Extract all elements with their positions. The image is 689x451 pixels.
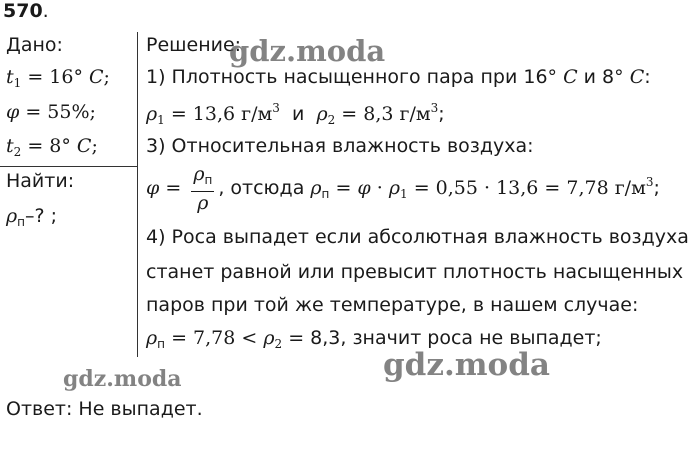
solution-formula: φ = $\frac{\rho_п}{\rho}$ , отсюда $\rho_п = \varphi \cdot \rho_1 = 0,55 \cdot 13,6 = 7,78$ $г/м^3$; [146,163,660,214]
fraction: $\frac{\rho_п}{\rho}$ [193,163,213,214]
horizontal-divider [0,166,137,167]
watermark: gdz.moda [63,366,182,392]
vertical-divider [137,32,138,357]
find-label: Найти: [6,170,75,192]
given-t1: $t_1 = 16^\circ$ C; [6,66,110,90]
find-value: $\rho_п-$? ; [6,205,58,229]
solution-label: Решение: [146,34,242,56]
given-t2: $t_2 = 8^\circ$ C; [6,135,98,159]
solution-step4-line2: станет равной или превысит плотность насыщенных [146,261,684,283]
watermark: gdz.moda [229,34,386,68]
answer: Ответ: Не выпадет. [6,398,203,420]
given-label: Дано: [6,34,63,56]
problem-number: 570. [3,0,49,22]
solution-step4-line1: 4) Роса выпадет если абсолютная влажность воздуха [146,226,689,248]
solution-step3: 3) Относительная влажность воздуха: [146,135,534,157]
solution-densities: $\rho_1 = 13,6$ $г/м^3$ и $\rho_2 = 8,3$ $г/м^3$; [146,101,445,127]
given-phi: φ = 55%; [6,101,96,123]
solution-final: $\rho_п = 7,78 < \rho_2 = 8,3$, значит роса не выпадет; [146,327,602,351]
watermark: gdz.moda [383,347,550,383]
solution-step4-line3: паров при той же температуре, в нашем случае: [146,294,639,316]
solution-step1: 1) Плотность насыщенного пара при 16° C и 8° C: [146,66,651,88]
